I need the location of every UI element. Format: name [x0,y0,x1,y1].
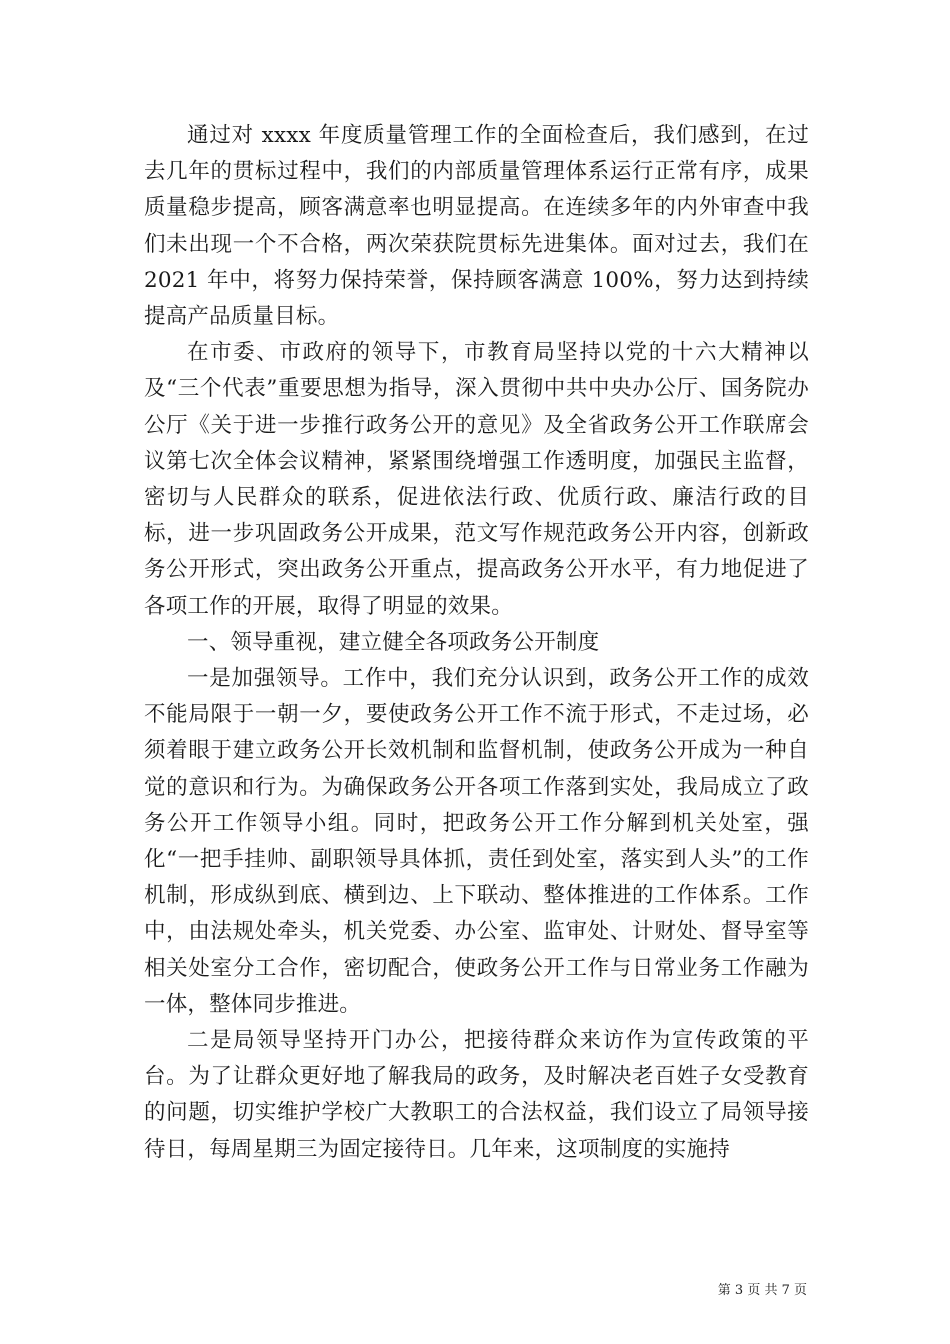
paragraph-government-affairs: 在市委、市政府的领导下，市教育局坚持以党的十六大精神以及“三个代表”重要思想为指导，深入贯彻中共中央办公厅、国务院办公厅《关于进一步推行政务公开的意见》及全省政务公开工作联席会议第七次全体会议精神，紧紧围绕增强工作透明度，加强民主监督，密切与人民群众的联系，促进依法行政、优质行政、廉洁行政的目标，进一步巩固政务公开成果，范文写作规范政务公开内容，创新政务公开形式，突出政务公开重点，提高政务公开水平，有力地促进了各项工作的开展，取得了明显的效果。 [144,340,809,619]
document-body [144,118,809,1168]
page-number-footer: 第 3 页 共 7 页 [717,1283,807,1298]
paragraph-quality-review: 通过对 xxxx 年度质量管理工作的全面检查后，我们感到，在过去几年的贯标过程中，我们的内部质量管理体系运行正常有序，成果质量稳步提高，顾客满意率也明显提高。在连续多年的内外审查中我们未出现一个不合格，两次荣获院贯标先进集体。面对过去，我们在 2021 年中，将努力保持荣誉，保持顾客满意 100%，努力达到持续提高产品质量目标。 [144,123,809,330]
section-heading-1: 一、领导重视，建立健全各项政务公开制度 [187,629,600,655]
paragraph-open-door-office: 二是局领导坚持开门办公，把接待群众来访作为宣传政策的平台。为了让群众更好地了解我局的政务，及时解决老百姓子女受教育的问题，切实维护学校广大教职工的合法权益，我们设立了局领导接待日，每周星期三为固定接待日。几年来，这项制度的实施持 [144,1028,809,1162]
paragraph-strengthen-leadership: 一是加强领导。工作中，我们充分认识到，政务公开工作的成效不能局限于一朝一夕，要使政务公开工作不流于形式，不走过场，必须着眼于建立政务公开长效机制和监督机制，使政务公开成为一种自觉的意识和行为。为确保政务公开各项工作落到实处，我局成立了政务公开工作领导小组。同时，把政务公开工作分解到机关处室，强化“一把手挂帅、副职领导具体抓，责任到处室，落实到人头”的工作机制，形成纵到底、横到边、上下联动、整体推进的工作体系。工作中，由法规处牵头，机关党委、办公室、监审处、计财处、督导室等相关处室分工合作，密切配合，使政务公开工作与日常业务工作融为一体，整体同步推进。 [144,666,809,1017]
